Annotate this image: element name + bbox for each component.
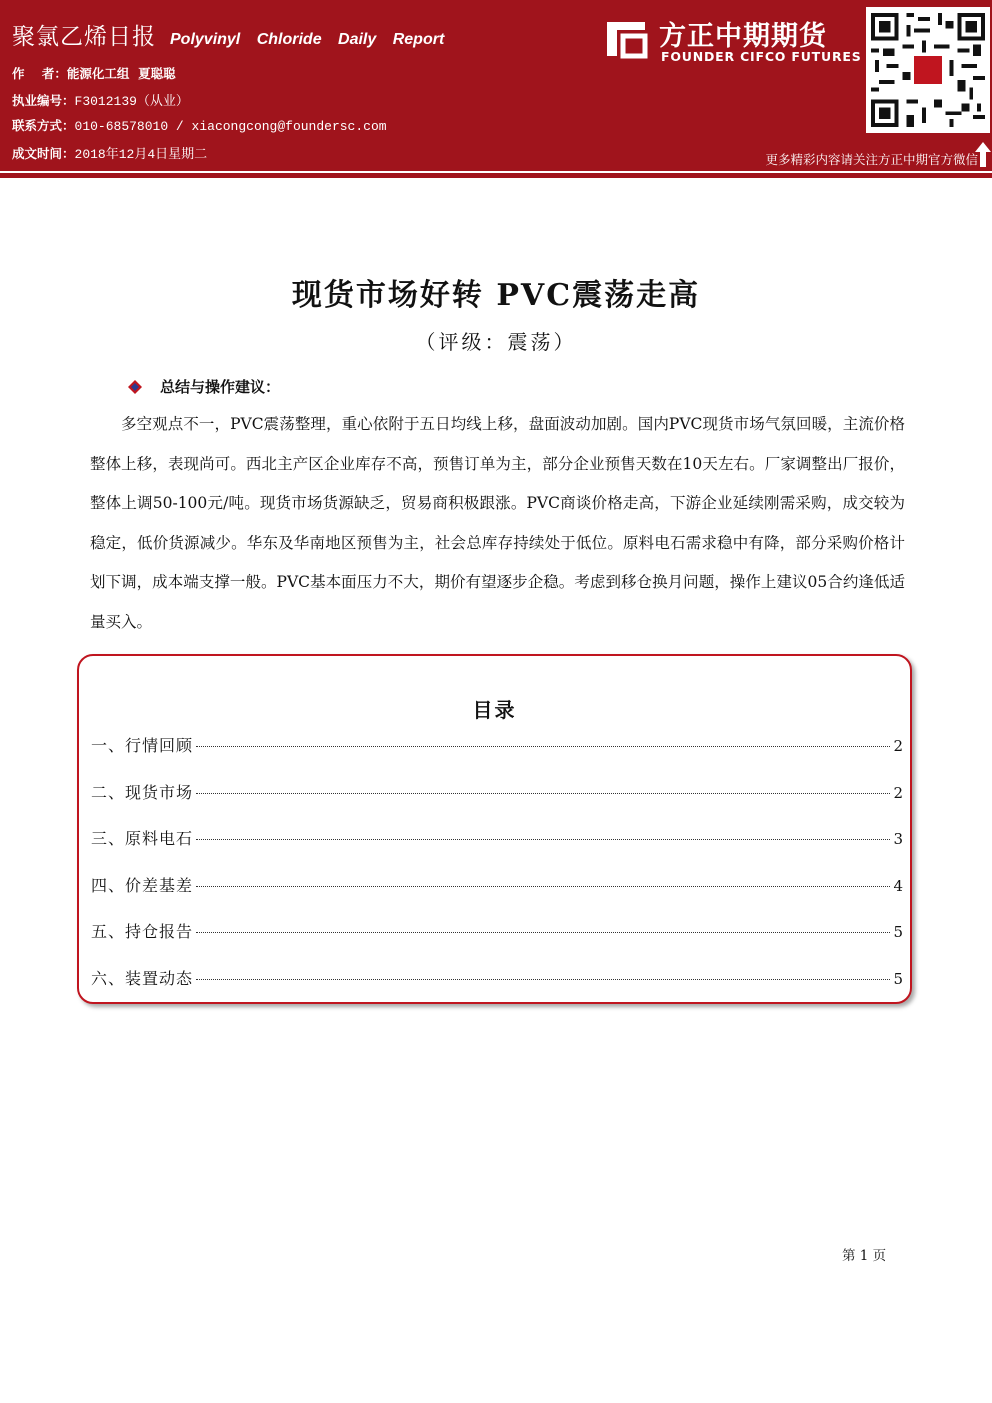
author-value: 能源化工组 夏聪聪 [66, 66, 176, 81]
toc-leader [196, 746, 890, 747]
toc-item-label[interactable]: 四、价差基差 [91, 875, 194, 895]
toc-item[interactable] [91, 919, 903, 966]
toc-item-label[interactable]: 六、装置动态 [91, 968, 194, 988]
toc-item-page[interactable]: 5 [893, 969, 903, 988]
toc-item-label[interactable]: 二、现货市场 [91, 782, 194, 802]
toc-box [77, 654, 912, 1004]
toc-item-page[interactable]: 5 [893, 923, 903, 941]
contact-label: 联系方式： [12, 118, 75, 133]
qr-code [866, 7, 990, 133]
toc-item[interactable] [91, 873, 903, 920]
report-title-en: Polyvinyl Chloride Daily Report [170, 31, 445, 48]
toc-item[interactable] [91, 733, 903, 780]
logo-mark-icon [603, 16, 649, 62]
summary-heading [128, 376, 280, 397]
toc-item[interactable] [91, 780, 903, 827]
toc-item-page[interactable]: 3 [893, 830, 903, 848]
qr-code-icon [871, 12, 985, 128]
contact-line [12, 116, 387, 134]
toc-leader [196, 886, 890, 887]
logo-en: FOUNDER CIFCO FUTURES [661, 49, 862, 64]
company-logo [603, 14, 862, 70]
toc-list [91, 733, 903, 1012]
toc-item-page[interactable]: 2 [893, 783, 903, 802]
license-value: F3012139（从业） [74, 94, 189, 109]
page-number: 第 1 页 [842, 1248, 887, 1264]
rating: （评级：震荡） [415, 330, 577, 354]
date-label: 成文时间： [12, 146, 75, 161]
license-label: 执业编号： [12, 93, 75, 108]
date-value: 2018年12月4日星期二 [74, 147, 208, 162]
report-title-cn: 聚氯乙烯日报 [12, 24, 156, 50]
toc-item-label[interactable]: 五、持仓报告 [91, 922, 194, 941]
page-title: 现货市场好转 PVC震荡走高 [291, 278, 701, 313]
banner-divider [0, 171, 992, 178]
toc-item-label[interactable]: 三、原料电石 [91, 829, 194, 848]
diamond-bullet-icon [128, 380, 142, 394]
contact-value: 010-68578010 / xiacongcong@foundersc.com [74, 119, 387, 134]
summary-label: 总结与操作建议： [160, 378, 281, 396]
author-label: 作 者： [12, 66, 67, 81]
toc-leader [196, 793, 890, 794]
toc-leader [196, 839, 890, 840]
toc-item[interactable] [91, 826, 903, 873]
license-line [12, 90, 189, 109]
toc-item-page[interactable]: 2 [893, 737, 903, 755]
toc-item-page[interactable]: 4 [893, 876, 903, 895]
date-line [12, 143, 207, 162]
follow-note: 更多精彩内容请关注方正中期官方微信 [765, 152, 978, 167]
toc-leader [196, 932, 890, 933]
author-line [12, 64, 176, 82]
toc-title: 目录 [472, 698, 517, 722]
summary-paragraph: 多空观点不一，PVC震荡整理，重心依附于五日均线上移，盘面波动加剧。国内PVC现货市场气氛回暖，主流价格整体上移，表现尚可。西北主产区企业库存不高，预售订单为主，部分企业预售天数在10天左右。厂家调整出厂报价，整体上调50-100元/吨。现货市场货源缺乏，贸易商积极跟涨。PVC商谈价格走高，下游企业延续刚需采购，成交较为稳定，低价货源减少。华东及华南地区预售为主，社会总库存持续处于低位。原料电石需求稳中有降，部分采购价格计划下调，成本端支撑一般。PVC基本面压力不大，期价有望逐步企稳。考虑到移仓换月问题，操作上建议05合约逢低适量买入。 [90, 415, 905, 631]
logo-cn: 方正中期期货 [659, 21, 827, 52]
header-banner [0, 0, 992, 171]
toc-item-label[interactable]: 一、行情回顾 [91, 736, 194, 755]
toc-leader [196, 979, 890, 980]
toc-item[interactable] [91, 966, 903, 1013]
up-arrow-icon [974, 140, 992, 168]
report-title [12, 18, 444, 51]
